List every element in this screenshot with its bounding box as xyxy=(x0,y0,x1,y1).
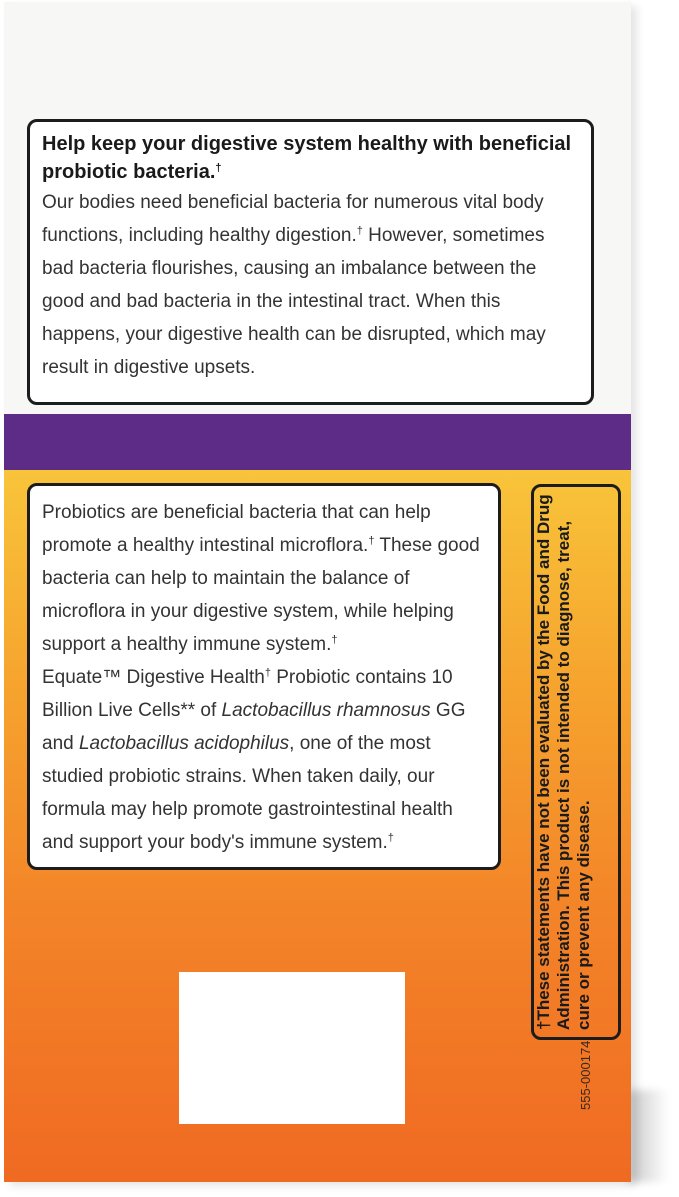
dagger-mark: † xyxy=(264,667,271,679)
info-paragraph xyxy=(42,186,579,384)
product-box-side-panel xyxy=(4,2,631,1182)
fda-disclaimer-text: †These statements have not been evaluated by the Food and Drug Administration. This product is not intended to diagnose, treat, cure or prevent any disease. xyxy=(534,494,593,1030)
headline-text: Help keep your digestive system healthy with beneficial probiotic bacteria. xyxy=(42,133,572,183)
species-name: Lactobacillus acidophilus xyxy=(78,733,290,754)
paragraph-part: Our bodies need beneficial bacteria for numerous vital body functions, including healthy digestion. xyxy=(42,192,544,246)
package-shadow xyxy=(628,1090,668,1182)
info-headline xyxy=(42,130,579,186)
product-code: 555-000174 xyxy=(578,1040,593,1110)
probiotics-paragraph xyxy=(42,496,486,661)
paragraph-part: However, sometimes bad bacteria flourishes, causing an imbalance between the good and bad bacteria in the intestinal tract. When this happens, your digestive health can be disrupted, which may result in digestive upsets. xyxy=(42,225,546,378)
dagger-mark: † xyxy=(215,162,222,174)
blank-label-area xyxy=(179,972,405,1124)
dagger-mark: † xyxy=(331,634,338,646)
paragraph-part: Equate™ Digestive Health xyxy=(42,667,265,688)
purple-band xyxy=(4,414,631,470)
digestive-health-info-box xyxy=(27,119,594,405)
paragraph-part: Probiotics are beneficial bacteria that can help promote a healthy intestinal microflora. xyxy=(42,502,431,556)
probiotics-info-box xyxy=(27,483,501,870)
species-name: Lactobacillus rhamnosus xyxy=(221,700,431,721)
equate-paragraph xyxy=(42,661,486,859)
fda-disclaimer-box xyxy=(531,484,621,1040)
paragraph-part: , one of the most studied probiotic strains. When taken daily, our formula may help promote gastrointestinal health and support your body's immune system. xyxy=(42,733,453,853)
paragraph-part: GG and xyxy=(42,700,466,754)
paragraph-part: These good bacteria can help to maintain the balance of microflora in your digestive system, while helping support a healthy immune system. xyxy=(42,535,480,655)
paragraph-part: Probiotic contains 10 Billion Live Cells** of xyxy=(42,667,453,721)
dagger-mark: † xyxy=(368,535,375,547)
dagger-mark: † xyxy=(387,832,394,844)
dagger-mark: † xyxy=(356,225,363,237)
